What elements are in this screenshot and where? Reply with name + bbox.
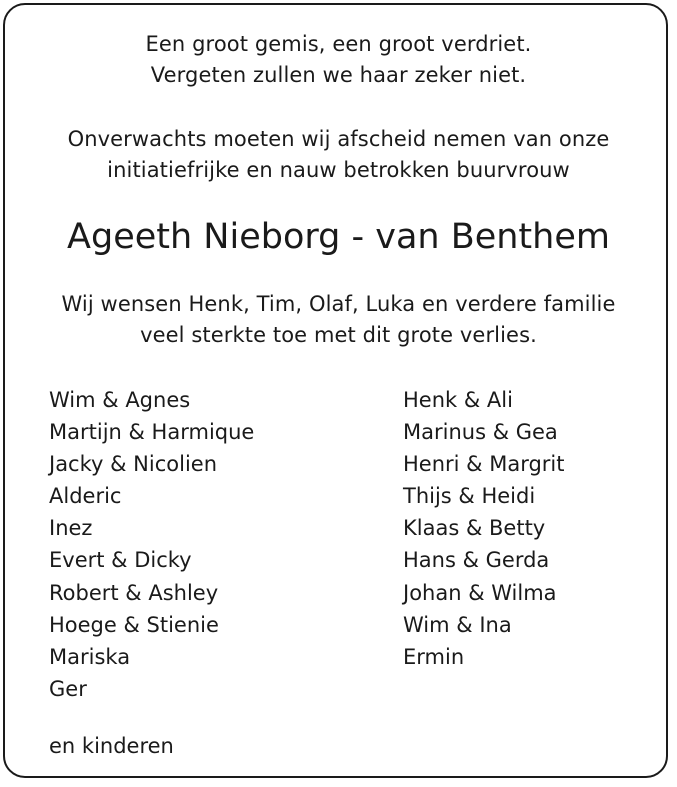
signatory: Ger xyxy=(49,676,87,701)
signatory: Alderic xyxy=(49,484,122,509)
signatory: Marinus & Gea xyxy=(403,420,558,445)
signatory: Jacky & Nicolien xyxy=(49,452,218,477)
signatory: Henri & Margrit xyxy=(403,452,565,477)
signatory: Martijn & Harmique xyxy=(49,420,255,445)
signatory: Klaas & Betty xyxy=(403,516,546,541)
signatories-right-column xyxy=(403,384,565,673)
signatory: Thijs & Heidi xyxy=(403,484,536,509)
deceased-name: Ageeth Nieborg - van Benthem xyxy=(67,217,610,257)
announcement-text xyxy=(0,124,677,186)
signatory: Wim & Agnes xyxy=(49,388,191,412)
signatory: Inez xyxy=(49,516,93,541)
condolence-text xyxy=(0,289,677,351)
signatory: Hans & Gerda xyxy=(403,548,550,573)
verse-line: Vergeten zullen we haar zeker niet. xyxy=(150,63,527,87)
signatory: Hoege & Stienie xyxy=(49,612,219,637)
announcement-line: Onverwachts moeten wij afscheid nemen van onze xyxy=(67,127,610,151)
signatory: Henk & Ali xyxy=(403,388,513,412)
closing-text: en kinderen xyxy=(49,734,174,758)
condolence-line: Wij wensen Henk, Tim, Olaf, Luka en verdere familie xyxy=(61,292,616,316)
verse-line: Een groot gemis, een groot verdriet. xyxy=(145,32,532,56)
signatory: Johan & Wilma xyxy=(403,580,557,605)
signatory: Mariska xyxy=(49,644,131,669)
signatory: Ermin xyxy=(403,644,465,669)
condolence-line: veel sterkte toe met dit grote verlies. xyxy=(140,323,537,347)
signatories-left-column xyxy=(49,384,254,705)
announcement-line: initiatiefrijke en nauw betrokken buurvrouw xyxy=(107,158,570,182)
signatory: Evert & Dicky xyxy=(49,548,192,573)
opening-verse xyxy=(0,29,677,91)
signatory: Wim & Ina xyxy=(403,612,512,637)
signatory: Robert & Ashley xyxy=(49,580,219,605)
